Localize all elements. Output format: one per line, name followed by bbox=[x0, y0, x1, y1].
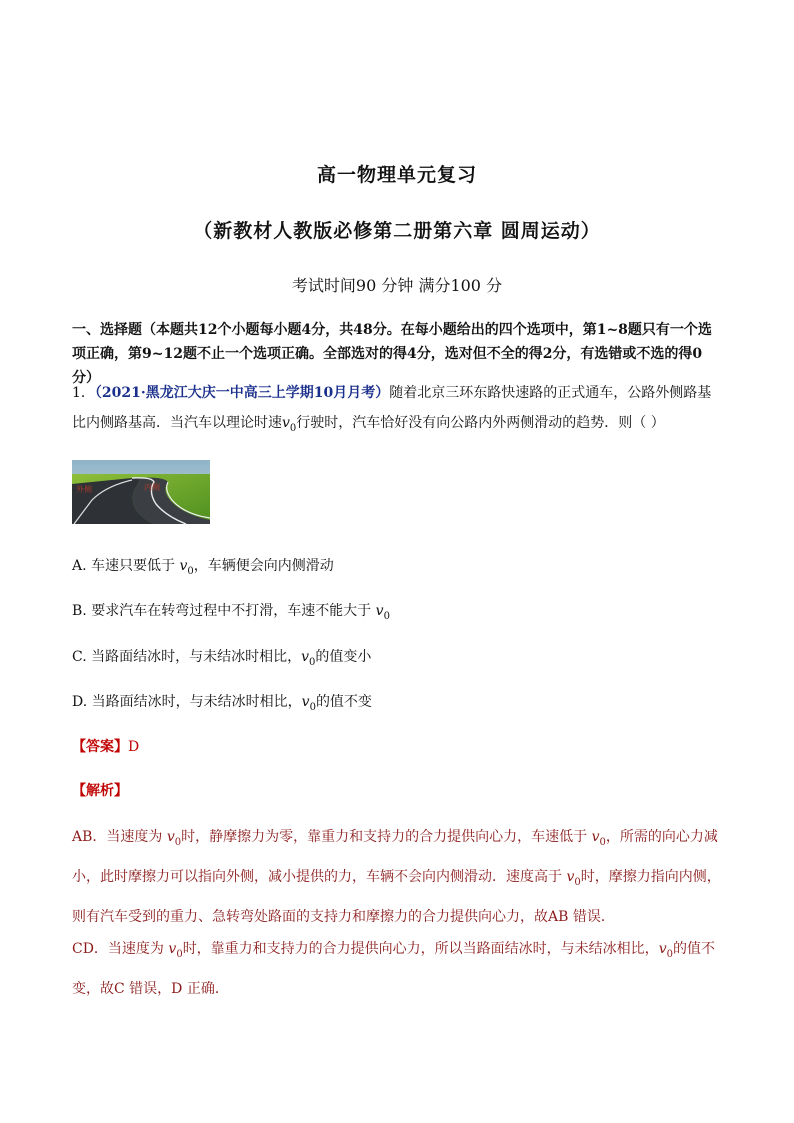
v0-symbol: $v_0$ bbox=[301, 649, 316, 668]
option-a-text-end: ，车辆便会向内侧滑动 bbox=[193, 558, 334, 574]
outer-side-label: 外侧 bbox=[76, 485, 92, 494]
page-title: 高一物理单元复习 bbox=[316, 164, 477, 186]
explanation-label: 【解析】 bbox=[72, 783, 128, 799]
v0-symbol: $v_0$ bbox=[375, 603, 390, 622]
v0-symbol: $v_0$ bbox=[301, 694, 316, 713]
explanation-cd: CD．当速度为 $v_0$时，靠重力和支持力的合力提供向心力，所以当路面结冰时，与未结冰相比，$v_0$的值不变，故C 错误，D 正确． bbox=[72, 941, 715, 997]
v0-symbol: $v_0$ bbox=[658, 941, 673, 960]
v0-symbol: $v_0$ bbox=[166, 829, 182, 848]
question-stem-a: 随着北京三环东路快速路的正式通车，公路外侧路基比内侧路基高．当汽车以理论时速 bbox=[72, 385, 712, 431]
option-c[interactable] bbox=[72, 646, 722, 668]
v0-symbol: $v_0$ bbox=[179, 558, 194, 577]
inner-side-label: 内侧 bbox=[144, 483, 160, 492]
question-source: （2021·黑龙江大庆一中高三上学期10月月考） bbox=[94, 385, 390, 401]
answer-label: 【答案】 bbox=[72, 739, 128, 755]
option-b-text: B. 要求汽车在转弯过程中不打滑，车速不能大于 bbox=[72, 603, 376, 619]
exam-info: 考试时间90 分钟 满分100 分 bbox=[291, 276, 503, 295]
v0-symbol: $v_0$ bbox=[168, 941, 183, 960]
option-a[interactable] bbox=[72, 555, 722, 577]
v0-symbol: $v_0$ bbox=[591, 829, 606, 848]
page-subtitle: （新教材人教版必修第二册第六章 圆周运动） bbox=[193, 220, 601, 242]
question-number: 1． bbox=[72, 385, 95, 401]
answer-value: D bbox=[128, 739, 140, 755]
section-heading: 一、选择题（本题共12个小题每小题4分，共48分。在每小题给出的四个选项中，第1~8题只有一个选项正确，第9~12题不止一个选项正确。全部选对的得4分，选对但不全的得2分，有选错或不选的得0分） bbox=[72, 322, 712, 386]
answer-line bbox=[72, 736, 139, 756]
question-1 bbox=[72, 378, 722, 444]
option-d[interactable] bbox=[72, 691, 722, 713]
option-a-text: A. 车速只要低于 bbox=[72, 558, 180, 574]
v0-symbol: $v_0$ bbox=[282, 415, 297, 434]
option-d-text-end: 的值不变 bbox=[315, 694, 372, 710]
question-stem-b: 行驶时，汽车恰好没有向公路内外两侧滑动的趋势．则（ ） bbox=[296, 415, 665, 431]
option-c-text-end: 的值变小 bbox=[315, 649, 372, 665]
road-curve-figure bbox=[72, 460, 210, 524]
option-c-text: C. 当路面结冰时，与未结冰时相比， bbox=[72, 649, 302, 665]
v0-symbol: $v_0$ bbox=[566, 868, 581, 888]
explanation-ab: AB．当速度为 $v_0$时，静摩擦力为零，靠重力和支持力的合力提供向心力，车速低于 $v_0$，所需的向心力减小，此时摩擦力可以指向外侧，减小提供的力，车辆不会向内侧滑动．速度高于 $v_0$时，摩擦力指向内侧，则有汽车受到的重力、急转弯处路面的支持力和摩擦力的合力提供向心力，故AB 错误． bbox=[72, 829, 721, 925]
option-b[interactable] bbox=[72, 600, 722, 622]
option-d-text: D. 当路面结冰时，与未结冰时相比， bbox=[72, 694, 302, 710]
